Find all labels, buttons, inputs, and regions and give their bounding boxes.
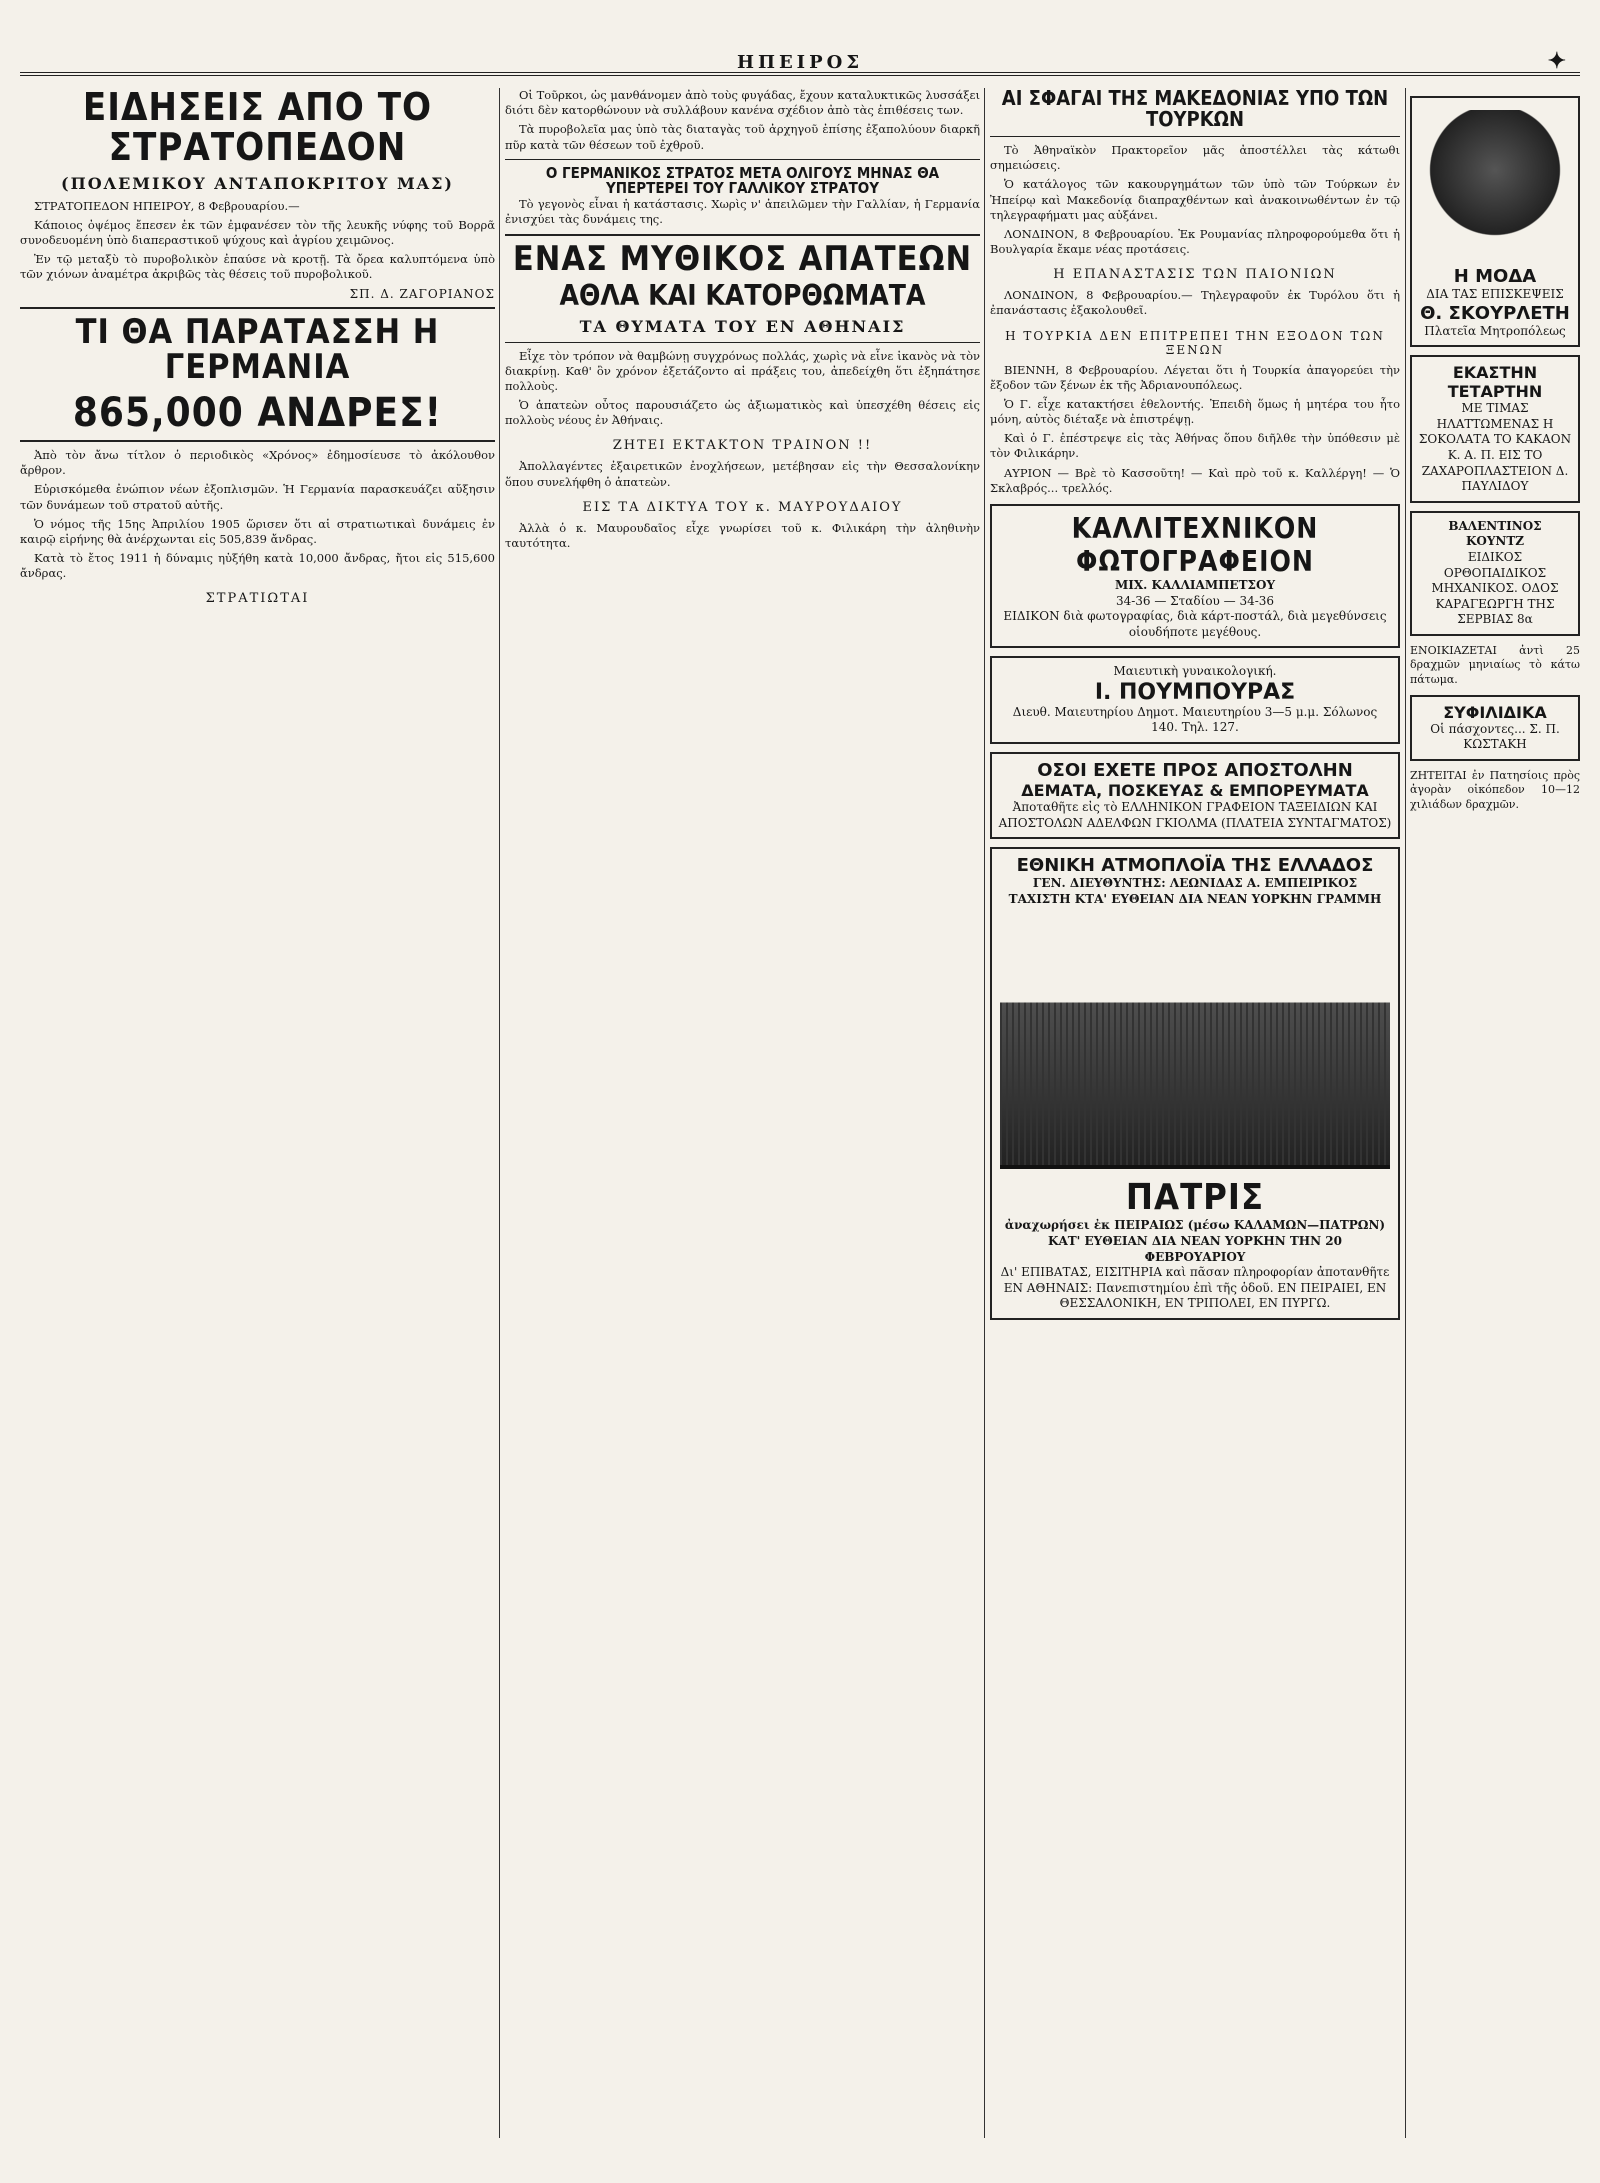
steamship-illustration <box>1000 915 1390 1169</box>
ad-photography-address: 34-36 — Σταδίου — 34-36 <box>1115 593 1275 608</box>
fashion-illustration <box>1420 110 1570 260</box>
ad-shipping-head: ΟΣΟΙ ΕΧΕΤΕ ΠΡΟΣ ΑΠΟΣΤΟΛΗΝ <box>1037 760 1353 782</box>
section-label-soldiers: ΣΤΡΑΤΙΩΤΑΙ <box>205 591 310 607</box>
ad-fashion-sub: ΔΙΑ ΤΑΣ ΕΠΙΣΚΕΨΕΙΣ <box>1426 287 1564 301</box>
ad-steamship-line: ΤΑΧΙΣΤΗ ΚΤΑ' ΕΥΘΕΙΑΝ ΔΙΑ ΝΕΑΝ ΥΟΡΚΗΝ ΓΡΑΜΜΗ <box>1008 891 1382 906</box>
dateline: ΣΤΡΑΤΟΠΕΔΟΝ ΗΠΕΙΡΟΥ, 8 Φεβρουαρίου.— <box>34 198 300 213</box>
divider <box>20 307 495 309</box>
masthead <box>20 48 1580 76</box>
ad-orthopedic-name: ΒΑΛΕΝΤΙΝΟΣ ΚΟΥΝΤΖ <box>1448 518 1542 549</box>
headline-german-army: Ο ΓΕΡΜΑΝΙΚΟΣ ΣΤΡΑΤΟΣ ΜΕΤΑ ΟΛΙΓΟΥΣ ΜΗΝΑΣ ΘΑ ΥΠΕΡΤΕΡΕΙ ΤΟΥ ΓΑΛΛΙΚΟΥ ΣΤΡΑΤΟΥ <box>545 163 940 198</box>
subhead-paionians: Η ΕΠΑΝΑΣΤΑΣΙΣ ΤΩΝ ΠΑΙΟΝΙΩΝ <box>1053 267 1337 283</box>
headline-feats: ΑΘΛΑ ΚΑΙ ΚΑΤΟΡΘΩΜΑΤΑ <box>559 279 926 313</box>
column-4 <box>1410 88 1580 2148</box>
article-paragraph: Καὶ ὁ Γ. ἐπέστρεψε εἰς τὰς Ἀθήνας ὅπου διῆλθε τὴν ὑπόθεσιν μὲ τὸν Φιλικάρην. <box>990 431 1400 461</box>
ad-syphilis <box>1410 695 1580 761</box>
article-paragraph: Εὐρισκόμεθα ἐνώπιον νέων ἐξοπλισμῶν. Ἡ Γερμανία παρασκευάζει αὔξησιν τῶν δυνάμεων τοῦ στρατοῦ αὐτῆς. <box>20 482 495 512</box>
article-paragraph: Τὸ Ἀθηναϊκὸν Πρακτορεῖον μᾶς ἀποστέλλει τὰς κάτωθι σημειώσεις. <box>990 143 1400 173</box>
article-paragraph: Ἀπολλαγέντες ἐξαιρετικῶν ἐνοχλήσεων, μετέβησαν εἰς τὴν Θεσσαλονίκην ὅπου συνελήφθη ὁ ἀπατεὼν. <box>505 459 980 489</box>
ad-fashion <box>1410 96 1580 347</box>
ad-steamship-head: ΕΘΝΙΚΗ ΑΤΜΟΠΛΟΪΑ ΤΗΣ ΕΛΛΑΔΟΣ <box>1016 855 1374 877</box>
subhead-train: ΖΗΤΕΙ ΕΚΤΑΚΤΟΝ ΤΡΑΙΝΟΝ !! <box>612 438 873 454</box>
column-divider <box>499 88 500 2138</box>
article-paragraph: Ἐν τῷ μεταξὺ τὸ πυροβολικὸν ἐπαύσε νὰ κροτῇ. Τὰ ὄρεα καλυπτόμενα ὑπὸ τῶν χιόνων ἀναμέτρα ἀκριβῶς τὰς θέσεις τοῦ πυροβολικοῦ. <box>20 252 495 282</box>
divider <box>20 440 495 442</box>
article-paragraph: Ὁ νόμος τῆς 15ης Ἀπριλίου 1905 ὥρισεν ὅτι αἱ στρατιωτικαὶ δυνάμεις ἐν καιρῷ εἰρήνης θὰ ἀνέρχωνται εἰς 505,839 ἄνδρας. <box>20 516 495 546</box>
article-paragraph: ΛΟΝΔΙΝΟΝ, 8 Φεβρουαρίου. Ἐκ Ρουμανίας πληροφορούμεθα ὅτι ἡ Βουλγαρία ἔκαμε νέας προτάσεις. <box>990 226 1400 257</box>
divider <box>505 159 980 160</box>
article-paragraph: ΑΥΡΙΟΝ — Βρὲ τὸ Κασσοῦτη! — Καὶ πρὸ τοῦ κ. Καλλέργη! — Ὁ Σκλαβρός... τρελλός. <box>990 465 1400 495</box>
ad-photography-title: ΚΑΛΛΙΤΕΧΝΙΚΟΝ <box>1071 511 1319 545</box>
article-paragraph: Τὰ πυροβολεῖα μας ὑπὸ τὰς διαταγὰς τοῦ ἀρχηγοῦ ἐπίσης ἐξαπολύουν διαρκῆ πῦρ κατὰ τῶν θέσεων τοῦ ἐχθροῦ. <box>505 122 980 152</box>
headline-camp-news: ΕΙΔΗΣΕΙΣ ΑΠΟ ΤΟ ΣΤΡΑΤΟΠΕΔΟΝ <box>82 88 433 169</box>
ad-steamship-director: ΓΕΝ. ΔΙΕΥΘΥΝΤΗΣ: ΛΕΩΝΙΔΑΣ Α. ΕΜΠΕΙΡΙΚΟΣ <box>1032 876 1358 891</box>
article-paragraph: Ὁ κατάλογος τῶν κακουργημάτων τῶν ὑπὸ τῶν Τούρκων ἐν Ἠπείρῳ καὶ Μακεδονίᾳ διαπραχθέντων καὶ ἀνακοινωθέντων ἐν τῷ τηλεγραφήματι μας αὐξάνει. <box>990 177 1400 222</box>
headline-macedonia: ΑΙ ΣΦΑΓΑΙ ΤΗΣ ΜΑΚΕΔΟΝΙΑΣ ΥΠΟ ΤΩΝ ΤΟΥΡΚΩΝ <box>1001 88 1389 131</box>
article-paragraph: Κάποιος ὀψέμος ἔπεσεν ἐκ τῶν ἐμφανέσεν τὸν τῆς λευκῆς νύφης τοῦ Βορρᾶ συνοδευομένη ὑπὸ διαπεραστικοῦ ψύχους καὶ ἀγρίου χειμῶνος. <box>20 217 495 248</box>
article-paragraph: Εἶχε τὸν τρόπον νὰ θαμβώνῃ συγχρόνως πολλάς, χωρὶς νὰ εἶνε ἱκανὸς νὰ τὸν διακρίνῃ. Καθ' ὃν χρόνον ἐξετάζοντο αἱ πράξεις του, ἀπεδείχθη ὅτι ἐξηπάτησε πολλοὺς. <box>505 348 980 393</box>
ad-doctor-text: Μαιευτικὴ γυναικολογική. <box>1113 664 1277 679</box>
ad-wanted: ΖΗΤΕΙΤΑΙ ἐν Πατησίοις πρὸς ἀγορὰν οἰκόπεδον 10—12 χιλιάδων δραχμῶν. <box>1410 768 1580 811</box>
ad-patris-title: ΠΑΤΡΙΣ <box>1125 1177 1265 1219</box>
ad-photography-name: ΜΙΧ. ΚΑΛΛΙΑΜΠΕΤΣΟΥ <box>1114 577 1276 592</box>
subhead-foreigners: Η ΤΟΥΡΚΙΑ ΔΕΝ ΕΠΙΤΡΕΠΕΙ ΤΗΝ ΕΞΟΔΟΝ ΤΩΝ ΞΕΝΩΝ <box>1005 328 1385 357</box>
headline-865000: 865,000 ΑΝΔΡΕΣ! <box>72 390 443 437</box>
ad-shipping-text: Ἀποταθῆτε εἰς τὸ ΕΛΛΗΝΙΚΟΝ ΓΡΑΦΕΙΟΝ ΤΑΞΕΙΔΙΩΝ ΚΑΙ ΑΠΟΣΤΟΛΩΝ ΑΔΕΛΦΩΝ ΓΚΙΟΛΜΑ (ΠΛΑΤΕΙΑ ΣΥΝΤΑΓΜΑΤΟΣ) <box>998 800 1392 830</box>
ad-shipping <box>990 752 1400 839</box>
article-paragraph: Ἀπὸ τὸν ἄνω τίτλον ὁ περιοδικὸς «Χρόνος» ἐδημοσίευσε τὸ ἀκόλουθον ἄρθρον. <box>20 448 495 478</box>
divider <box>990 136 1400 137</box>
signature: ΣΠ. Δ. ΖΑΓΟΡΙΑΝΟΣ <box>349 286 495 301</box>
ad-patris-more: Δι' ΕΠΙΒΑΤΑΣ, ΕΙΣΙΤΗΡΙΑ καὶ πᾶσαν πληροφορίαν ἀποτανθῆτε ΕΝ ΑΘΗΝΑΙΣ: Πανεπιστημίου ἐπὶ τῆς ὁδοῦ. ΕΝ ΠΕΙΡΑΙΕΙ, ΕΝ ΘΕΣΣΑΛΟΝΙΚΗ, ΕΝ ΤΡΙΠΟΛΕΙ, ΕΝ ΠΥΡΓΩ. <box>1000 1265 1390 1311</box>
ad-steamship <box>990 847 1400 1320</box>
column-divider <box>984 88 985 2138</box>
ad-syphilis-text: Οἱ πάσχοντες... Σ. Π. ΚΩΣΤΑΚΗ <box>1430 721 1560 752</box>
masthead-title: ΗΠΕΙΡΟΣ <box>736 52 864 73</box>
column-2 <box>505 88 980 2148</box>
page-mark-icon: ✦ <box>1547 48 1570 74</box>
article-paragraph: ΛΟΝΔΙΝΟΝ, 8 Φεβρουαρίου.— Τηλεγραφοῦν ἐκ Τυρόλου ὅτι ἡ ἐπανάστασις ἐξακολουθεῖ. <box>990 288 1400 318</box>
article-paragraph: Τὸ γεγονὸς εἶναι ἡ κατάστασις. Χωρὶς ν' ἀπειλῶμεν τὴν Γαλλίαν, ἡ Γερμανία ἐνισχύει τὰς δυνάμεις της. <box>505 197 980 227</box>
column-1 <box>20 88 495 2148</box>
ad-chocolate-text: ΜΕ ΤΙΜΑΣ ΗΛΑΤΤΩΜΕΝΑΣ Η ΣΟΚΟΛΑΤΑ ΤΟ ΚΑΚΑΟΝ Κ. Α. Π. ΕΙΣ ΤΟ ΖΑΧΑΡΟΠΛΑΣΤΕΙΟΝ Δ. ΠΑΥΛΙΔΟΥ <box>1418 401 1572 494</box>
ad-doctor-address: Διευθ. Μαιευτηρίου Δημοτ. Μαιευτηρίου 3—5 μ.μ. Σόλωνος 140. Τηλ. 127. <box>1012 704 1378 735</box>
headline-victims: ΤΑ ΘΥΜΑΤΑ ΤΟΥ ΕΝ ΑΘΗΝΑΙΣ <box>579 316 906 336</box>
ad-syphilis-title: ΣΥΦΙΛΙΔΙΚΑ <box>1443 702 1547 722</box>
article-paragraph: Ὁ ἀπατεὼν οὗτος παρουσιάζετο ὡς ἀξιωματικὸς καὶ ὑπεσχέθη θέσεις εἰς πολλοὺς νέους ἐν Ἀθήναις. <box>505 398 980 428</box>
article-paragraph: Ὁ Γ. εἶχε κατακτήσει ἐθελοντής. Ἐπειδὴ ὅμως ἡ μητέρα του ἦτο μόνη, αὐτὸς διέταξε νὰ ἐπιστρέψῃ. <box>990 396 1400 427</box>
article-paragraph: Οἱ Τοῦρκοι, ὡς μανθάνομεν ἀπὸ τοὺς φυγάδας, ἔχουν καταλυκτικῶς λυσσάξει διότι δὲν κατορθώνουν νὰ συλλάβουν κανένα σχέδιον ἀπὸ τὰς ἐπιθέσεις των. <box>505 88 980 118</box>
subheadline-correspondent: (ΠΟΛΕΜΙΚΟΥ ΑΝΤΑΠΟΚΡΙΤΟΥ ΜΑΣ) <box>61 173 454 193</box>
article-paragraph: Ἀλλὰ ὁ κ. Μαυρουδαῖος εἶχε γνωρίσει τοῦ κ. Φιλικάρη τὴν ἀληθινὴν ταυτότητα. <box>505 520 980 550</box>
ad-rent: ΕΝΟΙΚΙΑΖΕΤΑΙ ἀντὶ 25 δραχμῶν μηνιαίως τὸ κάτω πάτωμα. <box>1410 643 1580 686</box>
ad-photography <box>990 504 1400 648</box>
ad-fashion-title: Η ΜΟΔΑ <box>1453 266 1537 287</box>
ad-photography-title2: ΦΩΤΟΓΡΑΦΕΙΟΝ <box>1076 544 1314 578</box>
ad-doctor-name: Ι. ΠΟΥΜΠΟΥΡΑΣ <box>1094 679 1296 705</box>
article-paragraph: Κατὰ τὸ ἔτος 1911 ἡ δύναμις ηὐξήθη κατὰ 10,000 ἄνδρας, ἤτοι εἰς 515,600 ἄνδρας. <box>20 551 495 581</box>
divider <box>505 342 980 343</box>
ad-orthopedic <box>1410 511 1580 636</box>
ad-photography-desc: ΕΙΔΙΚΟΝ διὰ φωτογραφίας, διὰ κάρτ-ποστάλ, διὰ μεγεθύνσεις οἱουδήποτε μεγέθους. <box>1003 609 1387 639</box>
ad-orthopedic-text: ΕΙΔΙΚΟΣ ΟΡΘΟΠΑΙΔΙΚΟΣ ΜΗΧΑΝΙΚΟΣ. ΟΔΟΣ ΚΑΡΑΓΕΩΡΓΗ ΤΗΣ ΣΕΡΒΙΑΣ 8α <box>1431 549 1559 627</box>
ad-fashion-name: Θ. ΣΚΟΥΡΛΕΤΗ <box>1420 302 1570 324</box>
ad-shipping-head2: ΔΕΜΑΤΑ, ΠΟΣΚΕΥΑΣ & ΕΜΠΟΡΕΥΜΑΤΑ <box>1021 781 1369 801</box>
ad-chocolate <box>1410 355 1580 503</box>
headline-germany: ΤΙ ΘΑ ΠΑΡΑΤΑΣΣΗ Η ΓΕΡΜΑΝΙΑ <box>75 311 440 388</box>
ad-chocolate-title: ΕΚΑΣΤΗΝ ΤΕΤΑΡΤΗΝ <box>1447 363 1543 402</box>
column-3 <box>990 88 1400 2148</box>
divider <box>505 234 980 236</box>
ad-doctor <box>990 656 1400 744</box>
ad-patris-text: ἀναχωρήσει ἐκ ΠΕΙΡΑΙΩΣ (μέσω ΚΑΛΑΜΩΝ—ΠΑΤΡΩΝ) ΚΑΤ' ΕΥΘΕΙΑΝ ΔΙΑ ΝΕΑΝ ΥΟΡΚΗΝ ΤΗΝ 20 ΦΕΒΡΟΥΑΡΙΟΥ <box>1004 1218 1386 1264</box>
ad-fashion-address: Πλατεῖα Μητροπόλεως <box>1424 323 1566 338</box>
subhead-nets: ΕΙΣ ΤΑ ΔΙΚΤΥΑ ΤΟΥ κ. ΜΑΥΡΟΥΔΑΙΟΥ <box>582 499 903 515</box>
headline-mythical-swindler: ΕΝΑΣ ΜΥΘΙΚΟΣ ΑΠΑΤΕΩΝ <box>512 238 973 279</box>
article-paragraph: ΒΙΕΝΝΗ, 8 Φεβρουαρίου. Λέγεται ὅτι ἡ Τουρκία ἀπαγορεύει τὴν ἔξοδον τῶν ξένων ἐκ τῆς Ἀδριανουπόλεως. <box>990 362 1400 392</box>
column-divider <box>1405 88 1406 2138</box>
